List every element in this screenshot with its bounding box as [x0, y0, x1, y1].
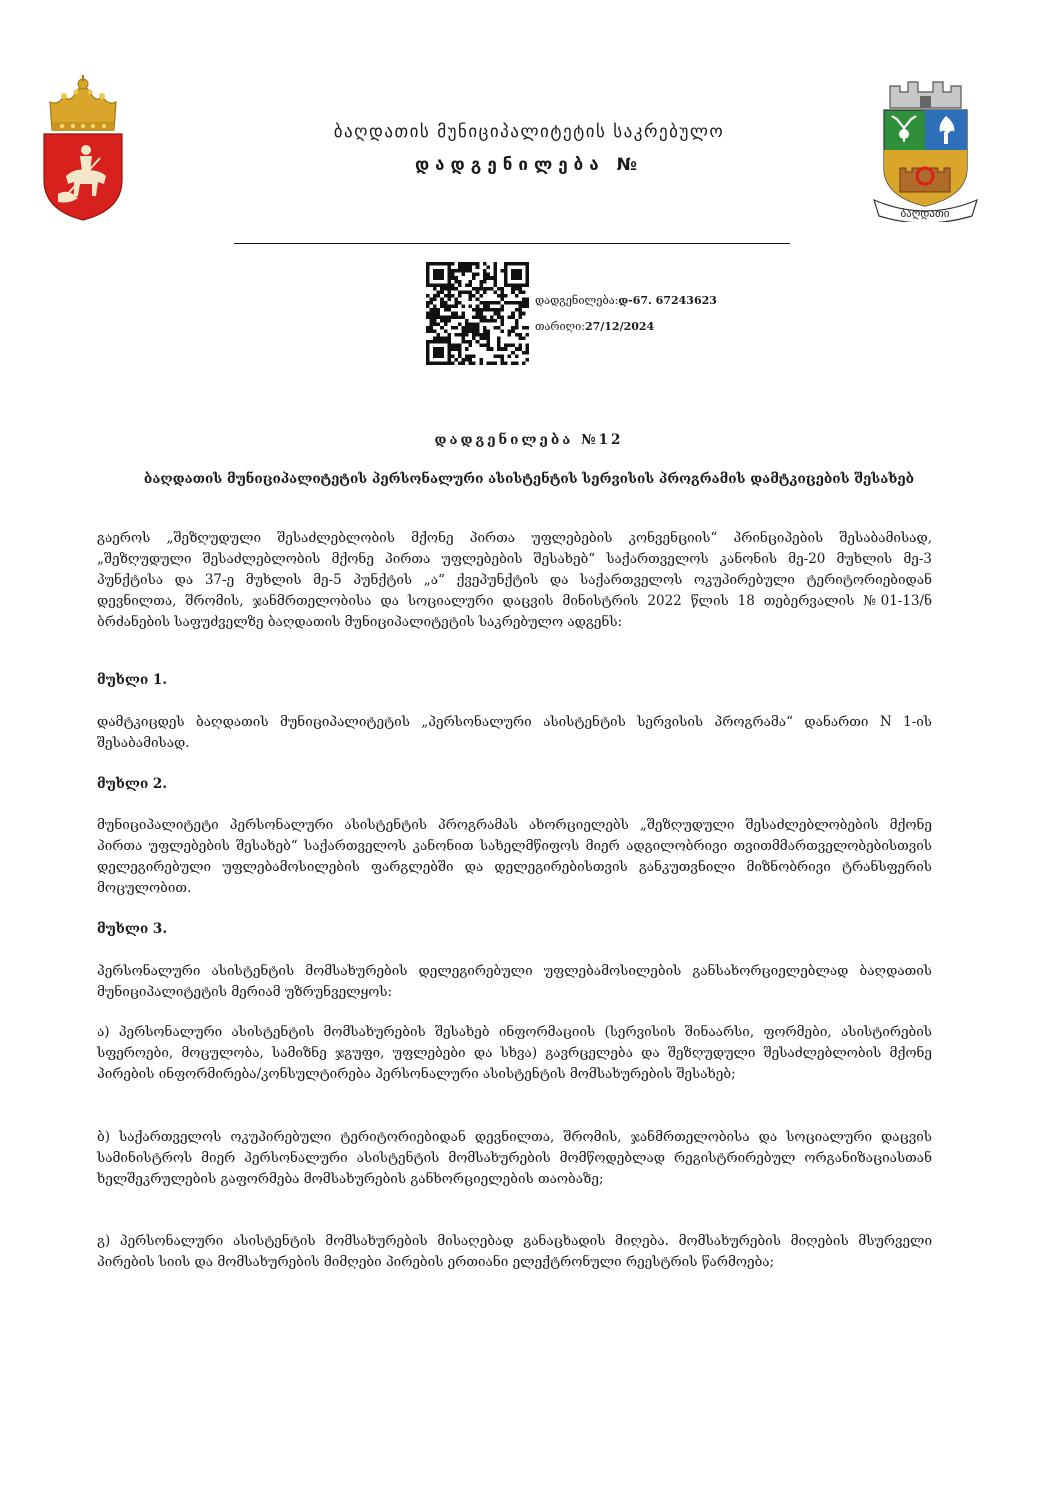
emblem-label: ბაღდათი [900, 207, 950, 220]
georgia-coat-of-arms-icon [40, 72, 126, 222]
article-3-intro: პერსონალური ასისტენტის მომსახურების დელეგირებული უფლებამოსილების განსახორციელებლად ბაღდათის მუნიციპალიტეტის მერიამ უზრუნველყოს: [97, 963, 932, 1000]
registry-number-value: დ-67. 67243623 [618, 294, 717, 307]
article-1-text: დამტკიცდეს ბაღდათის მუნიციპალიტეტის „პერსონალური ასისტენტის სერვისის პროგრამა“ დანართი N 1-ის შესაბამისად. [97, 714, 932, 751]
qr-code-icon [426, 262, 529, 365]
article-3-heading: მუხლი 3. [97, 921, 168, 937]
article-2-text: მუნიციპალიტეტი პერსონალური ასისტენტის პროგრამას ახორციელებს „შეზღუდული შესაძლებლობების მქონე პირთა უფლებების შესახებ“ საქართველოს კანონით სახელმწიფოს მიერ ადგილობრივი თვითმმართველობებისთვის დელეგირებული უფლებამოსილების ფარგლებში და დელეგირებისთვის განკუთვნილი მიზნობრივი ტრანსფერის მოცულობით. [97, 817, 932, 896]
preamble: გაეროს „შეზღუდული შესაძლებლობის მქონე პირთა უფლებების კონვენციის“ პრინციპების შესაბამისად, „შეზღუდული შესაძლებლობის მქონე პირთა უფლებების შესახებ“ საქართველოს კანონის მე-20 მუხლის მე-3 პუნქტისა და 37-ე მუხლის მე-5 პუნქტის „ა“ ქვეპუნქტის და საქართველოს ოკუპირებული ტერიტორიებიდან დევნილთა, შრომის, ჯანმრთელობისა და სოციალური დაცვის მინისტრის 2022 წლის 18 თებერვალის №01-13/ნ ბრძანების საფუძველზე ბაღდათის მუნიციპალიტეტის საკრებულო ადგენს: [97, 530, 932, 630]
registry-number [535, 294, 717, 307]
council-name: ბაღდათის მუნიციპალიტეტის საკრებულო [333, 122, 725, 142]
registry-date-label: თარიღი: [535, 320, 585, 333]
baghdati-municipal-emblem-icon [868, 72, 983, 222]
article-3-item-a: ა) პერსონალური ასისტენტის მომსახურების შესახებ ინფორმაციის (სერვისის შინაარსი, ფორმები, ასისტირების სფეროები, მოცულობა, სამიზნე ჯგუფი, უფლებები და სხვა) გავრცელება და შეზღუდული შესაძლებლობის მქონე პირების ინფორმირება/კონსულტირება პერსონალური ასისტენტის მომსახურების შესახებ; [97, 1024, 932, 1082]
registry-date [535, 320, 654, 333]
article-3-item-b: ბ) საქართველოს ოკუპირებული ტერიტორიებიდან დევნილთა, შრომის, ჯანმრთელობისა და სოციალური დაცვის სამინისტროს მიერ პერსონალური ასისტენტის მომსახურების მომწოდებლად რეგისტრირებულ ორგანიზაციასთან ხელშეკრულების გაფორმება მომსახურების განხორციელების თაობაზე; [97, 1129, 932, 1187]
decree-heading: დადგენილება № [414, 155, 644, 175]
article-1-heading: მუხლი 1. [97, 672, 168, 688]
article-3-item-g: გ) პერსონალური ასისტენტის მომსახურების მისაღებად განაცხადის მიღება. მომსახურების მიღების მსურველი პირების სიის და მომსახურების მიმღები პირების ერთიანი ელექტრონული რეესტრის წარმოება; [97, 1233, 932, 1270]
document-subtitle: ბაღდათის მუნიციპალიტეტის პერსონალური ასისტენტის სერვისის პროგრამის დამტკიცების შესახებ [143, 471, 915, 487]
article-2-heading: მუხლი 2. [97, 776, 168, 792]
registry-number-label: დადგენილება: [535, 294, 619, 307]
document-title: დადგენილება №12 [434, 432, 624, 448]
header-divider [234, 243, 790, 244]
registry-date-value: 27/12/2024 [584, 320, 655, 333]
